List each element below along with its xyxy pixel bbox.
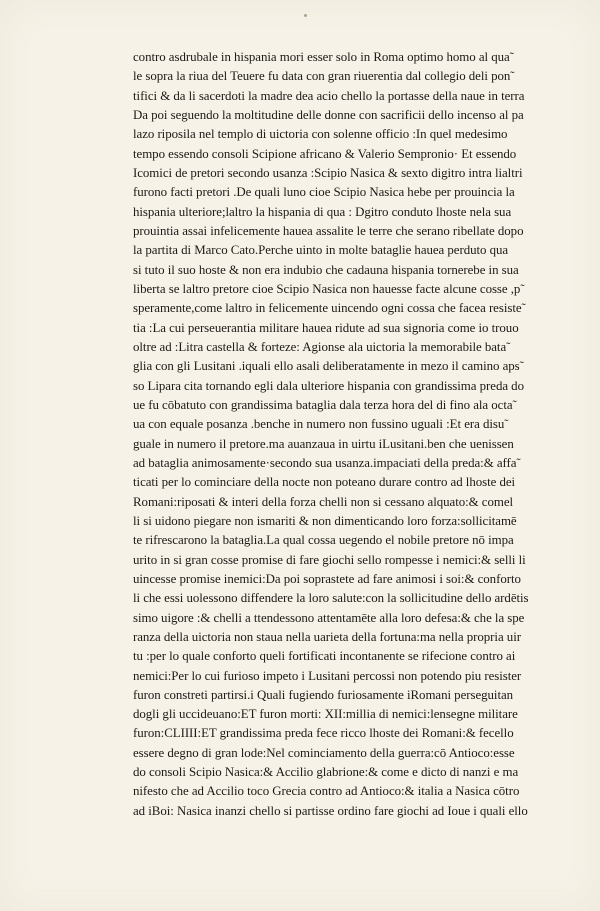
text-line: glia con gli Lusitani .iquali ello asali deliberatamente in mezo il camino aps˜ (133, 359, 524, 374)
text-line: tempo essendo consoli Scipione africano & Valerio Sempronio· Et essendo (133, 146, 517, 161)
text-line: urito in si gran cosse promise di fare giochi sello rompesse i nemici:& selli li (133, 552, 526, 567)
text-line: speramente,come laltro in felicemente uincendo ogni cossa che facea resiste˜ (133, 301, 526, 316)
text-line: liberta se laltro pretore cioe Scipio Nasica non hauesse facte alcune cosse ,p˜ (133, 281, 525, 296)
text-line: furon constreti partirsi.i Quali fugiendo furiosamente iRomani perseguitan (133, 687, 514, 702)
text-line: ad iBoi: Nasica inanzi chello si partisse ordino fare giochi ad Ioue i quali ello (133, 803, 528, 818)
text-line: furono facti pretori .De quali luno cioe Scipio Nasica hebe per prouincia la (133, 185, 515, 200)
text-line: prouintia assai infelicemente hauea assalite le terre che serano ribellate dopo (133, 223, 524, 238)
text-line: tifici & da li sacerdoti la madre dea acio chello la portasse della naue in terra (133, 88, 525, 103)
text-line: si tuto il suo hoste & non era indubio che cadauna hispania tornerebe in sua (133, 262, 519, 277)
text-line: ad bataglia animosamente·secondo sua usanza.impaciati della preda:& affa˜ (133, 455, 521, 470)
text-line: oltre ad :Litra castella & forteze: Agionse ala uictoria la memorabile bata˜ (133, 339, 511, 354)
text-line: hispania ulteriore;laltro la hispania di qua : Dgitro conduto lhoste nela sua (133, 204, 512, 219)
text-line: furon:CLIIII:ET grandissima preda fece ricco lhoste dei Romani:& fecello (133, 726, 514, 741)
text-line: nifesto che ad Accilio toco Grecia contro ad Antioco:& italia a Nasica cōtro (133, 784, 520, 799)
text-block (133, 48, 581, 821)
text-line: ua con equale posanza .benche in numero non fussino uguali :Et era disu˜ (133, 417, 509, 432)
text-line: dogli gli uccideuano:ET furon morti: XII:millia di nemici:lensegne militare (133, 707, 518, 722)
text-line: tia :La cui perseuerantia militare hauea ridute ad sua signoria come io trouo (133, 320, 519, 335)
text-line: Romani:riposati & interi della forza chelli non si cessano alquato:& comel (133, 494, 514, 509)
text-line: tu :per lo quale conforto queli fortificati incontanente se rifecione contro ai (133, 649, 516, 664)
text-line: do consoli Scipio Nasica:& Accilio glabrione:& come e dicto di nanzi e ma (133, 765, 519, 780)
text-line: le sopra la riua del Teuere fu data con gran riuerentia dal collegio deli pon˜ (133, 69, 515, 84)
text-line: uincesse promise inemici:Da poi soprastete ad fare animosi i soi:& conforto (133, 571, 521, 586)
ink-dot (304, 14, 307, 17)
text-line: essere degno di gran lode:Nel cominciamento della guerra:cō Antioco:esse (133, 745, 515, 760)
text-line: guale in numero il pretore.ma auanzaua in uirtu iLusitani.ben che uenissen (133, 436, 514, 451)
text-line: li si uidono piegare non ismariti & non dimenticando loro forza:sollicitamē (133, 513, 517, 528)
text-line: li che essi uolessono diffendere la loro salute:con la sollicitudine dello ardētis (133, 591, 529, 606)
text-line: Icomici de pretori secondo usanza :Scipio Nasica & sexto digitro intra lialtri (133, 165, 523, 180)
text-line: contro asdrubale in hispania mori esser solo in Roma optimo homo al qua˜ (133, 50, 514, 64)
text-line: te rifrescarono la bataglia.La qual cossa uegendo el nobile pretore nō impa (133, 533, 514, 548)
text-line: Da poi seguendo la moltitudine delle donne con sacrificii dello incenso al pa (133, 107, 524, 122)
text-line: simo uigore :& chelli a ttendessono attentamēte alla loro defesa:& che la spe (133, 610, 525, 625)
text-line: ticati per lo cominciare della nocte non poteano durare contro ad lhoste dei (133, 475, 516, 490)
text-line: la partita di Marco Cato.Perche uinto in molte bataglie hauea perduto qua (133, 243, 509, 258)
text-line: ue fu cōbatuto con grandissima bataglia dala terza hora del di fino ala octa˜ (133, 397, 517, 412)
text-line: nemici:Per lo cui furioso impeto i Lusitani percossi non potendo piu resister (133, 668, 522, 683)
text-line: ranza della uictoria non staua nella uarieta della fortuna:ma nella propria uir (133, 629, 521, 644)
text-line: so Lipara cita tornando egli dala ulteriore hispania con grandissima preda do (133, 378, 524, 393)
text-line: lazo riposila nel templo di uictoria con solenne officio :In quel medesimo (133, 127, 508, 142)
